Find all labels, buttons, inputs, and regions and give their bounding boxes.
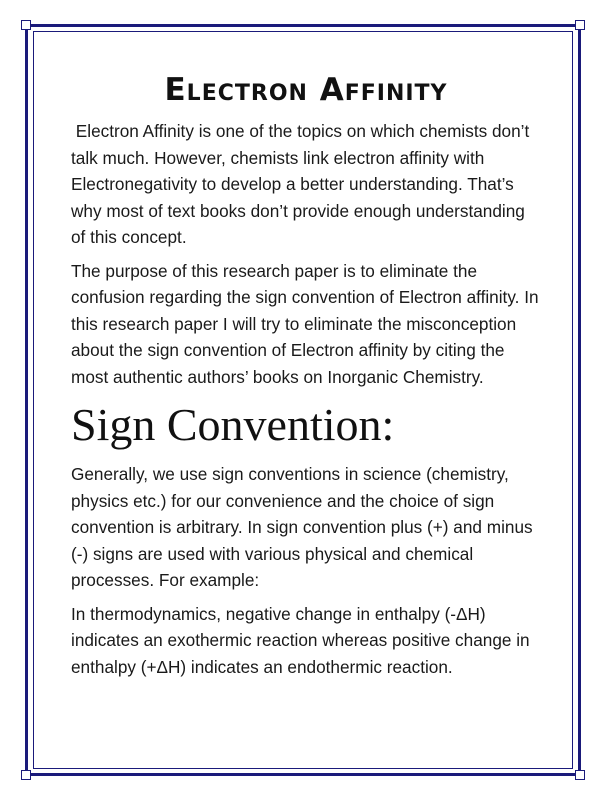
border-corner-bottom-right — [575, 770, 585, 780]
border-corner-top-right — [575, 20, 585, 30]
document-content — [71, 72, 541, 687]
intro-paragraph: Electron Affinity is one of the topics on which chemists don’t talk much. However, chemists link electron affinity with Electronegativity to develop a better understanding. That’s why most of text books don’t provide enough understanding of this concept. — [71, 121, 535, 247]
thermodynamics-paragraph: In thermodynamics, negative change in enthalpy (-ΔH) indicates an exothermic reaction whereas positive change in enthalpy (+ΔH) indicates an endothermic reaction. — [71, 603, 530, 677]
sign-convention-paragraph: Generally, we use sign conventions in science (chemistry, physics etc.) for our convenience and the choice of sign convention is arbitrary. In sign convention plus (+) and minus (-) signs are used with various physical and chemical processes. For example: — [71, 464, 533, 590]
section-heading: Sign Convention: — [71, 399, 395, 450]
border-corner-bottom-left — [21, 770, 31, 780]
purpose-paragraph: The purpose of this research paper is to eliminate the confusion regarding the sign convention of Electron affinity. In this research paper I will try to eliminate the misconception about the sign convention of Electron affinity by citing the most authentic authors’ books on Inorganic Chemistry. — [71, 260, 539, 387]
page-title: Electron Affinity — [164, 72, 448, 108]
border-corner-top-left — [21, 20, 31, 30]
